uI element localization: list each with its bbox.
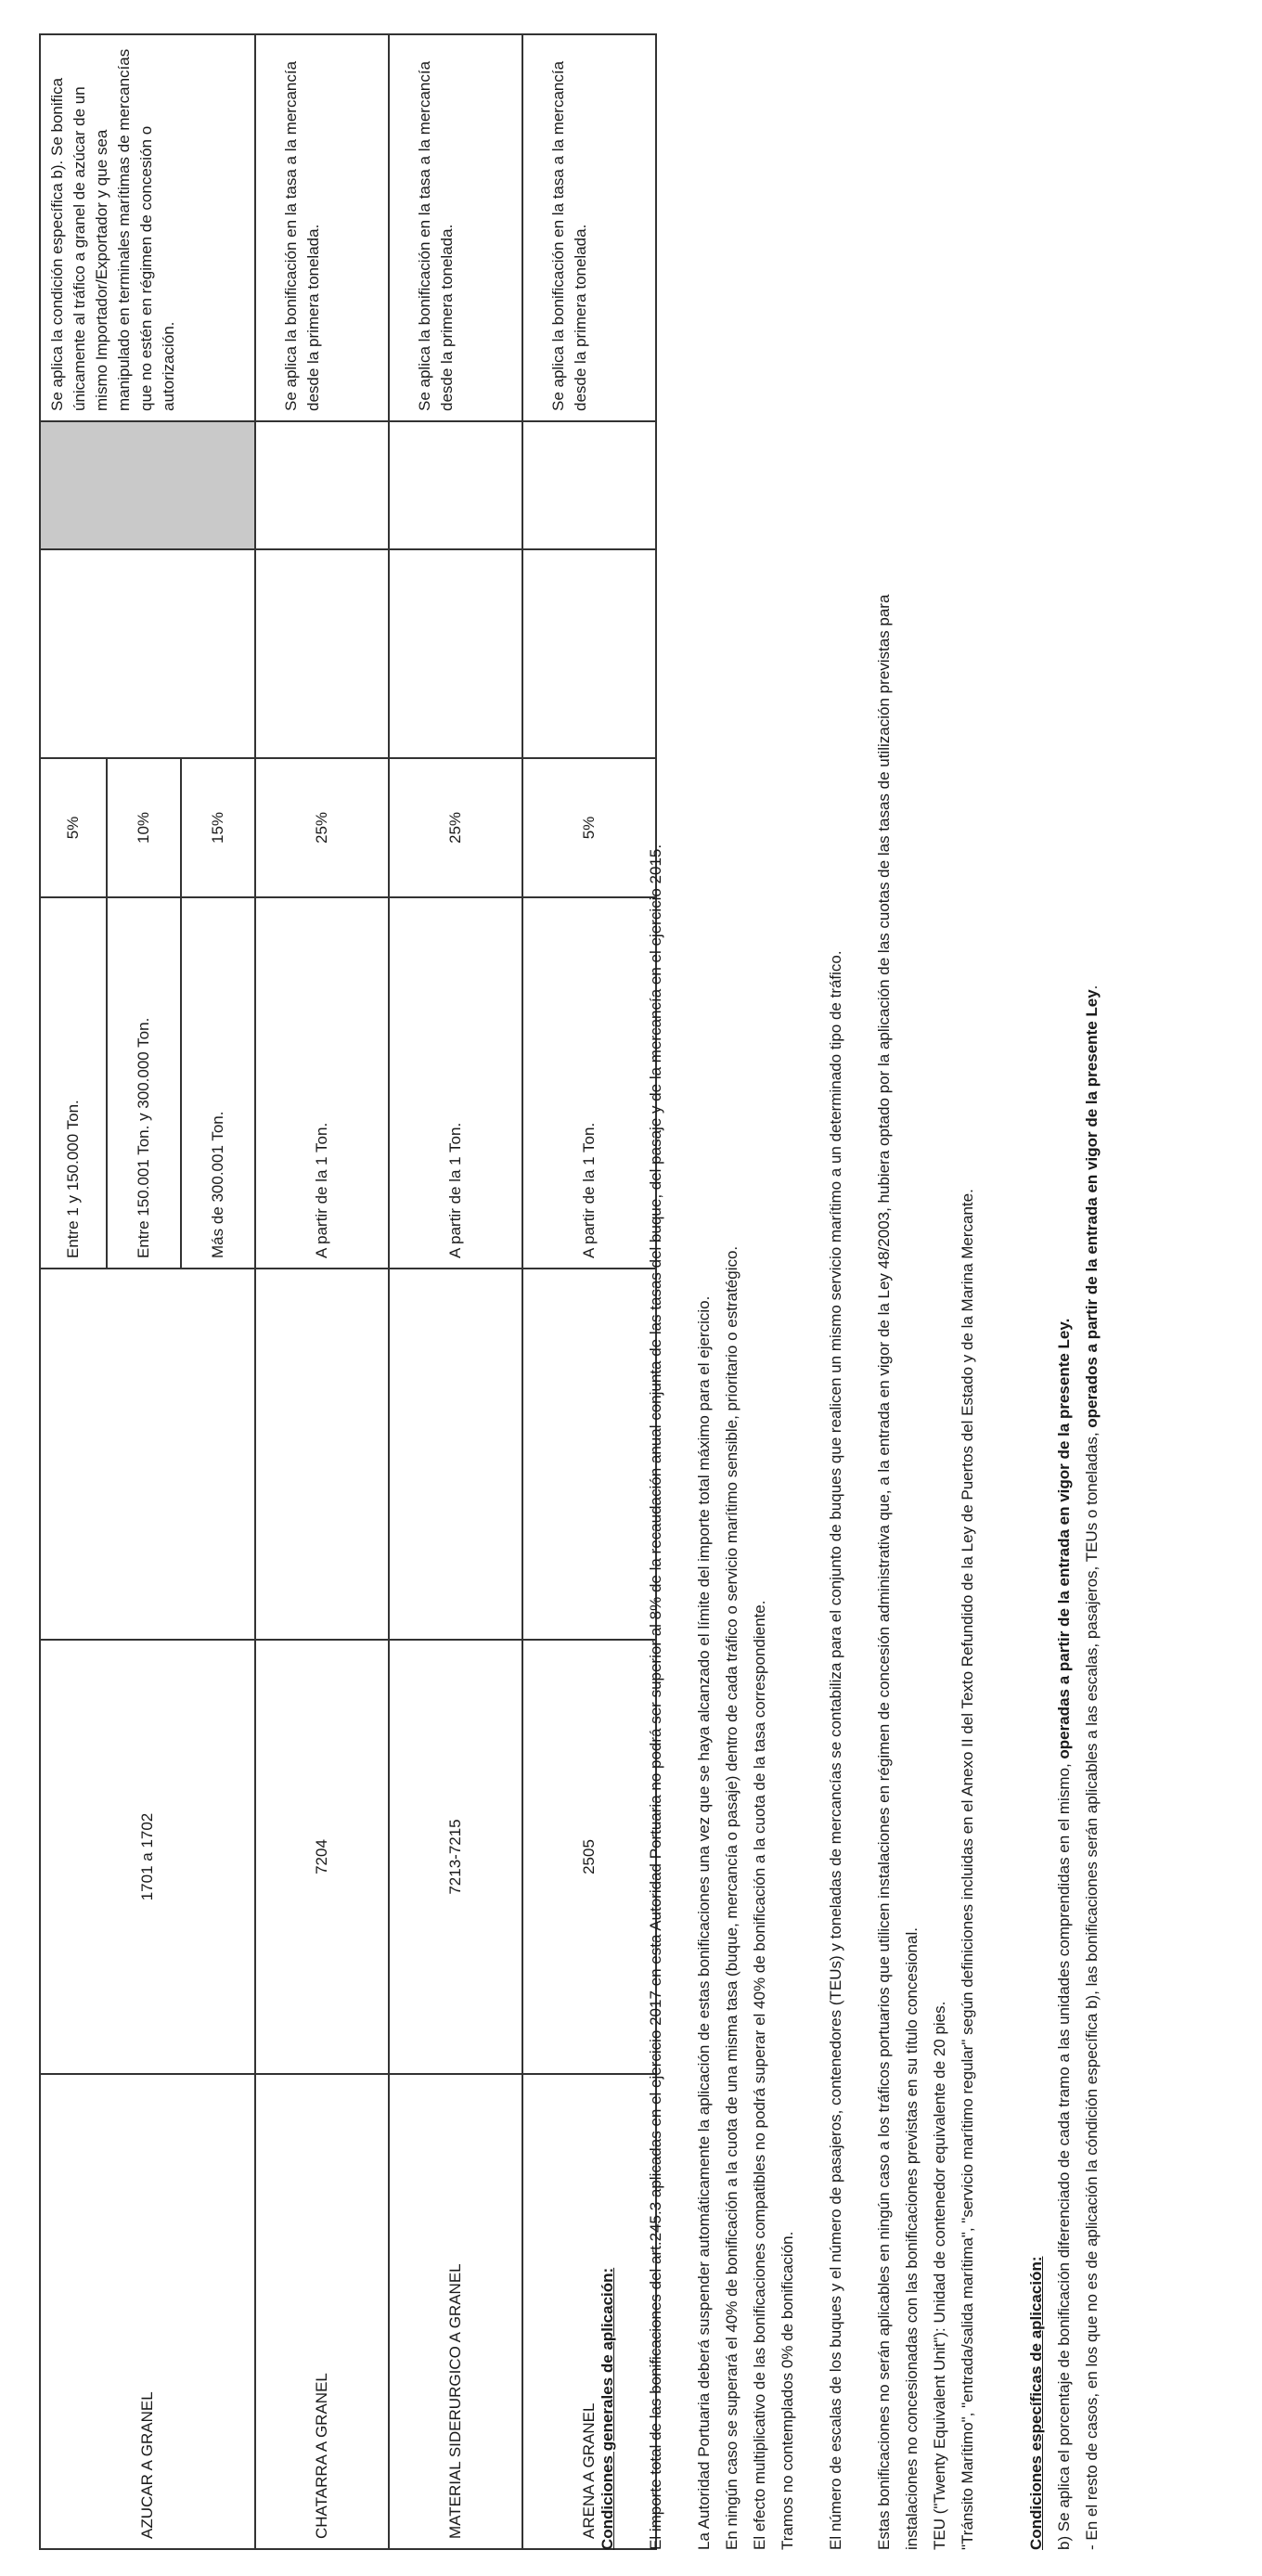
partida-cell: 1701 a 1702 bbox=[40, 1640, 255, 2074]
specific-condition-b-bold: operadas a partir de la entrada en vigor de la presente Ley. bbox=[1055, 1318, 1073, 1759]
rango-cell: Entre 1 y 150.000 Ton. bbox=[40, 897, 107, 1269]
general-condition-text: En ningún caso se superará el 40% de bonificación a la cuota de una misma tasa (buque, mercancía o pasaje) dentro de cada tráfico o servicio marítimo sensible, prioritario o estratégico. bbox=[723, 1245, 740, 2550]
empty-cell bbox=[389, 549, 522, 758]
bonificacion-cell: 5% bbox=[522, 758, 656, 897]
rango-cell: A partir de la 1 Ton. bbox=[389, 897, 522, 1269]
table-row bbox=[255, 34, 389, 2549]
teu-definition: TEU ("Twenty Equivalent Unit"): Unidad de contenedor equivalente de 20 pies. bbox=[931, 2001, 948, 2550]
definitions-note: "Tránsito Marítimo", "entrada/salida marítima", "servicio marítimo regular" según definiciones incluidas en el Anexo II del Texto Refundido de la Ley de Puertos del Estado y de la Marina Mercante. bbox=[959, 1189, 976, 2550]
general-condition-text: El importe total de las bonificaciones del art.245.3 aplicadas en el ejercicio 2017 en esta Autoridad Portuaria no podrá ser superior al 8% de la recaudación anual conjunta de las tasas del buque, del pasaje y de la mercancía en el ejercicio 2015. bbox=[647, 844, 664, 2550]
bonificacion-cell: 10% bbox=[107, 758, 181, 897]
general-condition-text: Tramos no contemplados 0% de bonificación. bbox=[779, 2231, 796, 2550]
mercancia-cell: AZUCAR A GRANEL bbox=[40, 2074, 255, 2549]
empty-cell bbox=[255, 421, 389, 549]
conditions-notes bbox=[594, 35, 1106, 2550]
empty-cell bbox=[389, 421, 522, 549]
condicion-cell: Se aplica la bonificación en la tasa a la mercancía desde la primera tonelada. bbox=[389, 34, 522, 421]
specific-conditions-heading: Condiciones específicas de aplicación: bbox=[1027, 2256, 1045, 2550]
bonificacion-cell: 25% bbox=[255, 758, 389, 897]
bonificacion-cell: 15% bbox=[181, 758, 255, 897]
bonificacion-cell: 5% bbox=[40, 758, 107, 897]
table-row bbox=[40, 34, 107, 2549]
table-row bbox=[389, 34, 522, 2549]
empty-cell bbox=[255, 549, 389, 758]
specific-condition-rest-end: . bbox=[1083, 985, 1101, 990]
condicion-cell: Se aplica la condición específica b). Se bonifica únicamente al tráfico a granel de azúcar de un mismo Importador/Exportador y que sea manipulado en terminales marítimas de mercancías que no estén en régimen de concesión o autorización. bbox=[40, 34, 255, 421]
specific-condition-rest-text: - En el resto de casos, en los que no es de aplicación la cóndición específica b), las bonificaciones serán aplicables a las escalas, pasajeros, TEUs o toneladas, bbox=[1083, 1427, 1101, 2550]
bonificacion-cell: 25% bbox=[389, 758, 522, 897]
general-condition-text: La Autoridad Portuaria deberá suspender automáticamente la aplicación de estas bonificaciones una vez que se haya alcanzado el límite del importe total máximo para el ejercicio. bbox=[695, 1295, 713, 2550]
rango-cell: A partir de la 1 Ton. bbox=[255, 897, 389, 1269]
mercancia-cell: MATERIAL SIDERURGICO A GRANEL bbox=[389, 2074, 522, 2549]
specific-condition-b-text: b) Se aplica el porcentaje de bonificación diferenciado de cada tramo a las unidades comprendidas en el mismo, bbox=[1055, 1758, 1073, 2550]
rango-cell: Más de 300.001 Ton. bbox=[181, 897, 255, 1269]
partida-cell: 2505 bbox=[522, 1640, 656, 2074]
general-conditions-heading: Condiciones generales de aplicación: bbox=[599, 2267, 616, 2550]
condicion-cell: Se aplica la bonificación en la tasa a la mercancía desde la primera tonelada. bbox=[522, 34, 656, 421]
partida-cell: 7204 bbox=[255, 1640, 389, 2074]
specific-condition-rest bbox=[1078, 35, 1106, 2550]
general-condition-text: El efecto multiplicativo de las bonificaciones compatibles no podrá superar el 40% de bonificación a la cuota de la tasa correspondiente. bbox=[751, 1600, 768, 2550]
bonification-table bbox=[39, 33, 657, 2550]
general-condition-text: Estas bonificaciones no serán aplicables en ningún caso a los tráficos portuarios que utilicen instalaciones en régimen de concesión administrativa que, a la entrada en vigor de la Ley 48/2003, hubiera optado por la aplicación de las cuotas de las tasas de utilización previstas para bbox=[875, 594, 893, 2550]
specific-condition-b bbox=[1050, 35, 1078, 2550]
empty-cell bbox=[40, 1269, 255, 1640]
empty-cell bbox=[255, 1269, 389, 1640]
general-condition-text: El número de escalas de los buques y el número de pasajeros, contenedores (TEUs) y toneladas de mercancías se contabiliza para el conjunto de buques que realicen un mismo servicio marítimo a un determinado tipo de tráfico. bbox=[827, 950, 844, 2550]
empty-cell bbox=[40, 549, 255, 758]
rango-cell: A partir de la 1 Ton. bbox=[522, 897, 656, 1269]
mercancia-cell: ARENA A GRANEL bbox=[522, 2074, 656, 2549]
mercancia-cell: CHATARRA A GRANEL bbox=[255, 2074, 389, 2549]
rango-cell: Entre 150.001 Ton. y 300.000 Ton. bbox=[107, 897, 181, 1269]
general-condition-text: instalaciones no concesionadas con las bonificaciones previstas en su título concesional. bbox=[903, 1927, 921, 2550]
partida-cell: 7213-7215 bbox=[389, 1640, 522, 2074]
condicion-cell: Se aplica la bonificación en la tasa a la mercancía desde la primera tonelada. bbox=[255, 34, 389, 421]
shaded-cell bbox=[40, 421, 255, 549]
empty-cell bbox=[389, 1269, 522, 1640]
specific-condition-rest-bold: operados a partir de la entrada en vigor de la presente Ley bbox=[1083, 989, 1101, 1428]
